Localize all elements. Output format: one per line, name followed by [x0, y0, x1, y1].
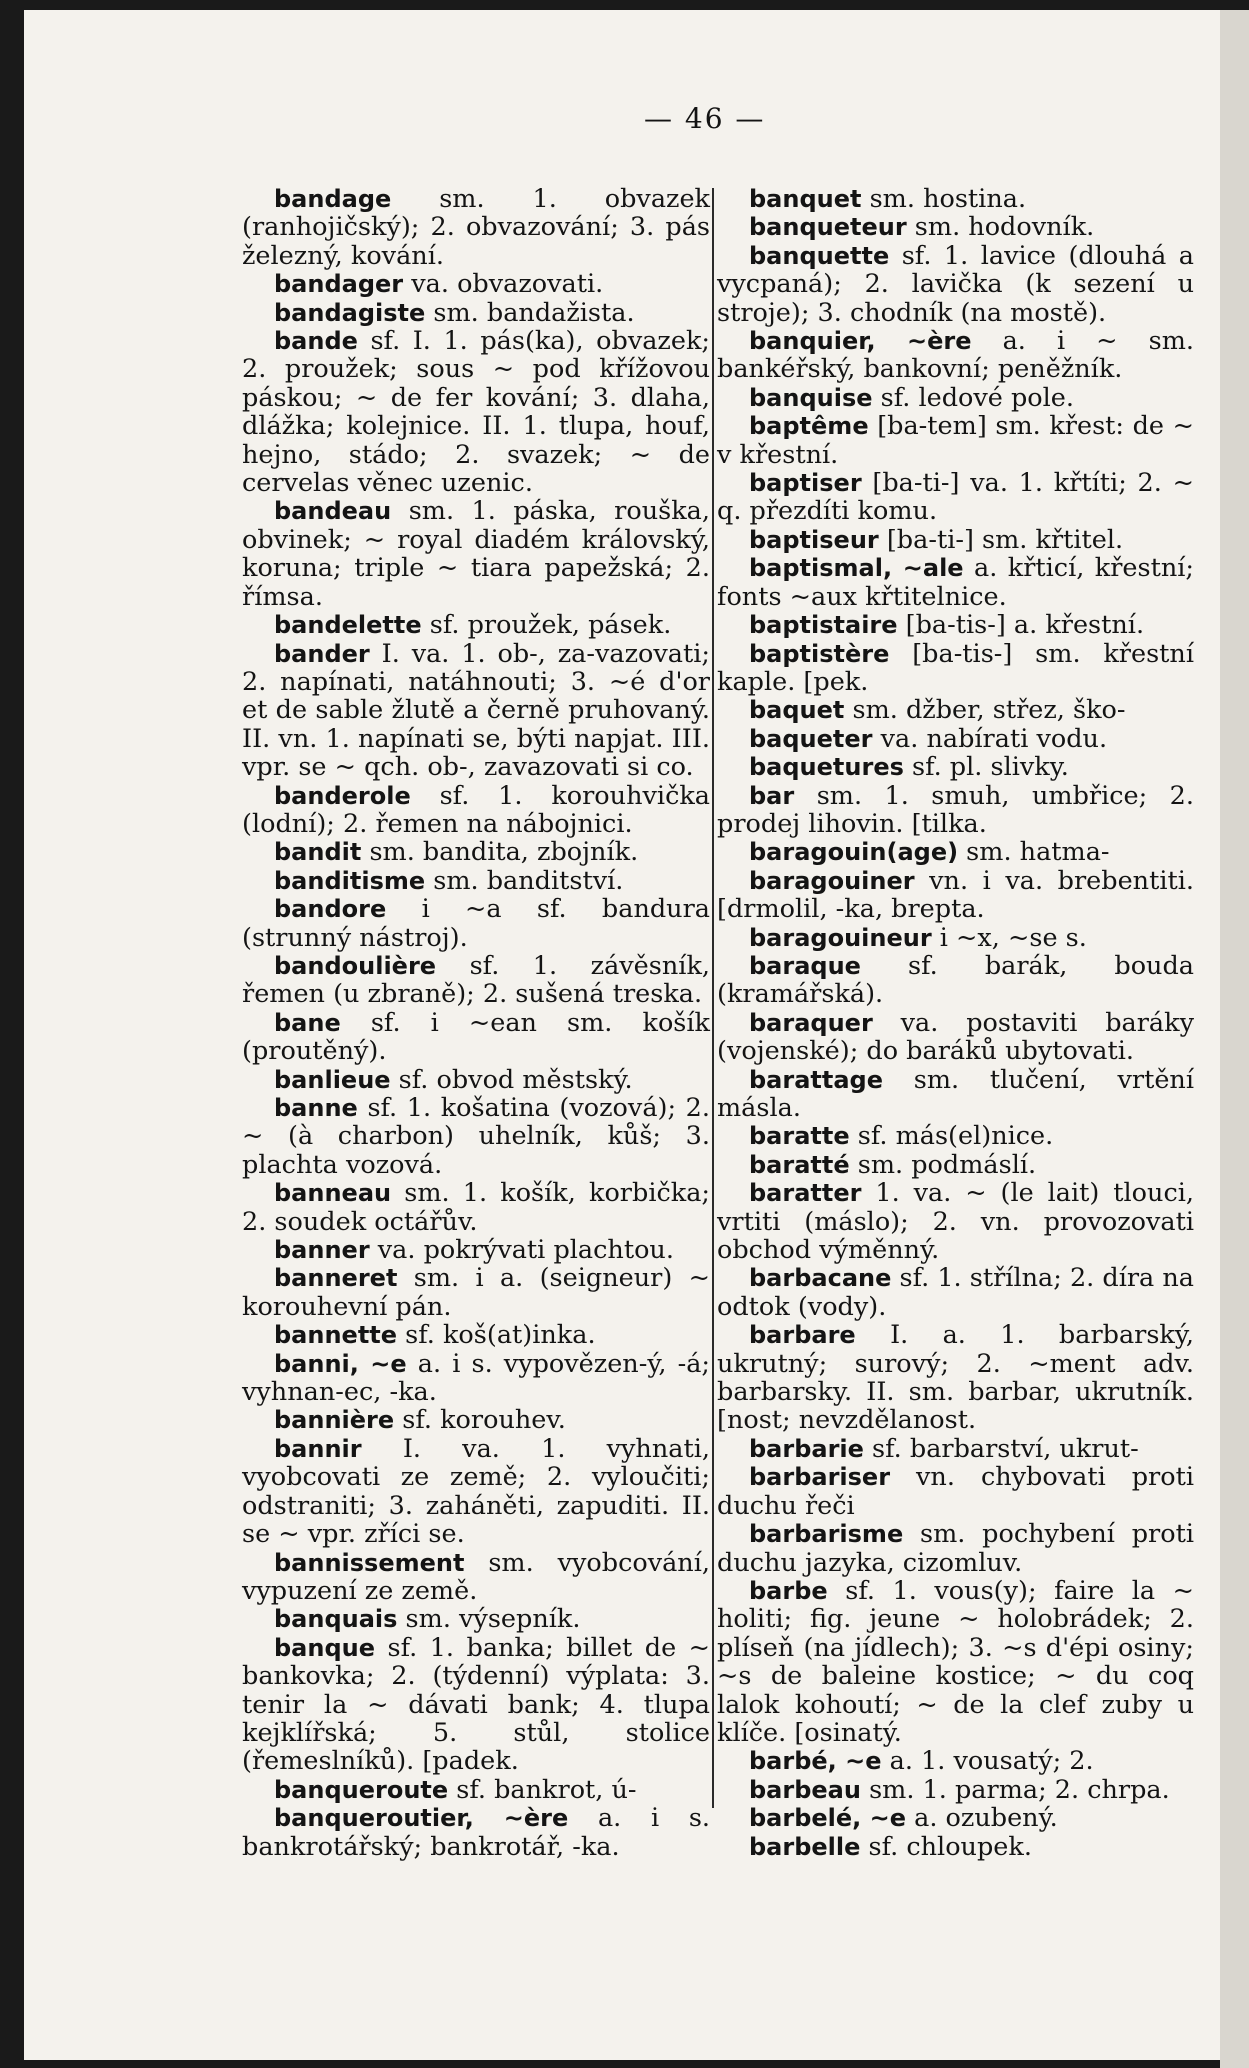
- dictionary-entry: [717, 1321, 1194, 1435]
- dictionary-entry: [242, 1634, 710, 1776]
- dictionary-entry: [242, 640, 710, 782]
- dictionary-entry: [717, 753, 1194, 781]
- headword: baratter: [749, 1179, 862, 1208]
- dictionary-entry: [717, 554, 1194, 611]
- headword: banneret: [274, 1264, 398, 1293]
- definition: va. nabírati vodu.: [880, 723, 1108, 754]
- headword: baptiser: [749, 469, 862, 498]
- headword: barbare: [749, 1321, 856, 1350]
- dictionary-entry: [717, 1151, 1194, 1179]
- definition: sf. koš(at)inka.: [405, 1320, 596, 1351]
- dictionary-entry: [717, 696, 1194, 724]
- definition: sm. tlučení, vrtění másla.: [717, 1064, 1195, 1123]
- dictionary-entry: [242, 867, 710, 895]
- definition: sf. 1. vous(y); faire la ~ holiti; fig. jeune ~ holobrádek; 2. plíseň (na jídlech); 3. ~s d'épi osiny; ~s de baleine kostice; ~ du coq lalok kohoutí; ~ de la clef zuby u klíče. [osinatý.: [717, 1575, 1195, 1748]
- definition: a. i ~ sm. bankéřský, bankovní; peněžník.: [717, 326, 1194, 385]
- definition: sm. 1. smuh, umbřice; 2. prodej lihovin. [tilka.: [717, 780, 1194, 839]
- dictionary-entry: [717, 1066, 1194, 1123]
- headword: banque: [274, 1633, 376, 1662]
- headword: banquette: [749, 241, 890, 270]
- dictionary-entry: [717, 1577, 1194, 1747]
- definition: sm. i a. (seigneur) ~ korouhevní pán.: [242, 1263, 710, 1322]
- dictionary-entry: [242, 1605, 710, 1633]
- dictionary-entry: [242, 1264, 710, 1321]
- dictionary-entry: [717, 1264, 1194, 1321]
- headword: banderole: [274, 781, 411, 810]
- headword: barbelé, ~e: [749, 1804, 907, 1833]
- headword: baptême: [749, 412, 869, 441]
- dictionary-entry: [717, 1122, 1194, 1150]
- definition: I. va. 1. vyhnati, vyobcovati ze země; 2. vyloučiti; odstraniti; 3. zaháněti, zapuditi. II. se ~ vpr. zříci se.: [242, 1433, 710, 1550]
- headword: banquise: [749, 383, 873, 412]
- dictionary-entry: [242, 1549, 710, 1606]
- definition: sf. 1. košatina (vozová); 2. ~ (à charbon) uhelník, kůš; 3. plachta vozová.: [242, 1093, 710, 1180]
- dictionary-entry: [717, 242, 1194, 327]
- dictionary-entry: [242, 782, 710, 839]
- definition: sf. 1. střílna; 2. díra na odtok (vody).: [717, 1263, 1194, 1322]
- definition: sm. džber, střez, ško-: [852, 695, 1126, 726]
- definition: [ba-tis-] sm. křestní kaple. [pek.: [717, 638, 1194, 697]
- definition: sf. 1. banka; billet de ~ bankovka; 2. (týdenní) výplata: 3. tenir la ~ dávati bank; 4. tlupa kejklířská; 5. stůl, stolice (řemeslníků). [padek.: [242, 1632, 711, 1777]
- headword: banne: [274, 1094, 358, 1122]
- dictionary-entry: [717, 640, 1194, 697]
- dictionary-entry: [717, 838, 1194, 866]
- dictionary-entry: [242, 1435, 710, 1549]
- definition: a. ozubený.: [914, 1803, 1058, 1834]
- dictionary-entry: [242, 270, 710, 298]
- dictionary-entry: [717, 1776, 1194, 1804]
- definition: sm. 1. obvazek (ranhojičský); 2. obvazování; 3. pás železný, kování.: [242, 184, 710, 271]
- dictionary-page: [24, 10, 1220, 2060]
- dictionary-entry: [242, 952, 710, 1009]
- headword: barbe: [749, 1576, 828, 1605]
- dictionary-entry: [717, 412, 1194, 469]
- definition: sm. pochybení proti duchu jazyka, cizomluv.: [717, 1519, 1195, 1578]
- definition: a. křticí, křestní; fonts ~aux křtitelnice.: [717, 553, 1195, 612]
- dictionary-entry: [242, 1321, 710, 1349]
- headword: bannette: [274, 1321, 398, 1350]
- definition: sf. 1. závěsník, řemen (u zbraně); 2. sušená treska.: [242, 950, 710, 1010]
- definition: va. obvazovati.: [411, 269, 604, 300]
- dictionary-entry: [717, 384, 1194, 412]
- headword: banner: [274, 1236, 370, 1265]
- dictionary-entry: [242, 895, 710, 952]
- definition: sm. hatma-: [966, 837, 1110, 868]
- headword: bane: [274, 1008, 341, 1037]
- headword: baqueter: [749, 724, 873, 753]
- definition: sm. banditství.: [433, 865, 624, 896]
- dictionary-entry: [717, 1179, 1194, 1264]
- headword: bannissement: [274, 1548, 465, 1577]
- dictionary-entry: [717, 1463, 1194, 1520]
- dictionary-entry: [242, 299, 710, 327]
- dictionary-entry: [717, 213, 1194, 241]
- definition: sm. hodovník.: [914, 212, 1095, 243]
- dictionary-entry: [242, 1179, 710, 1236]
- definition: sf. barák, bouda (kramářská).: [717, 950, 1194, 1010]
- definition: va. postaviti baráky (vojenské); do baráků ubytovati.: [717, 1007, 1194, 1067]
- dictionary-entry: [717, 1747, 1194, 1775]
- headword: barbé, ~e: [749, 1747, 882, 1776]
- definition: I. a. 1. barbarský, ukrutný; surový; 2. ~ment adv. barbarsky. II. sm. barbar, ukrutník. [nost; nevzdělanost.: [717, 1320, 1195, 1436]
- dictionary-entry: [717, 469, 1194, 526]
- definition: [ba-tis-] a. křestní.: [905, 610, 1145, 641]
- headword: bandore: [274, 895, 387, 924]
- definition: a. i s. bankrotářský; bankrotář, -ka.: [242, 1803, 711, 1862]
- headword: baragouineur: [749, 923, 932, 952]
- headword: bandage: [274, 185, 392, 213]
- headword: barbariser: [749, 1463, 891, 1492]
- dictionary-entry: [717, 952, 1194, 1009]
- dictionary-entry: [242, 327, 710, 497]
- headword: banquais: [274, 1605, 398, 1634]
- headword: bar: [749, 781, 795, 810]
- headword: banqueteur: [749, 213, 907, 242]
- headword: barbelle: [749, 1832, 861, 1861]
- definition: [ba-ti-] sm. křtitel.: [886, 524, 1124, 555]
- dictionary-entry: [717, 782, 1194, 839]
- definition: sf. chloupek.: [868, 1831, 1032, 1862]
- definition: [ba-ti-] va. 1. křtíti; 2. ~ q. přezdíti komu.: [717, 468, 1194, 527]
- dictionary-entry: [242, 185, 710, 270]
- definition: sf. bankrot, ú-: [456, 1774, 637, 1805]
- headword: baraquer: [749, 1008, 873, 1037]
- dictionary-entry: [242, 1406, 710, 1434]
- headword: baragouin(age): [749, 838, 959, 867]
- definition: sf. 1. korouhvička (lodní); 2. řemen na nábojnici.: [242, 780, 711, 839]
- definition: [ba-tem] sm. křest: de ~ v křestní.: [717, 411, 1194, 470]
- headword: bandager: [274, 270, 404, 299]
- dictionary-entry: [717, 924, 1194, 952]
- headword: bandelette: [274, 611, 422, 640]
- headword: banditisme: [274, 866, 426, 895]
- headword: banqueroute: [274, 1775, 449, 1804]
- definition: i ~x, ~se s.: [939, 922, 1087, 953]
- definition: sf. i ~ean sm. košík (proutěný).: [242, 1007, 710, 1067]
- definition: a. i s. vypovězen-ý, -á; vyhnan-ec, -ka.: [242, 1348, 710, 1408]
- definition: i ~a sf. bandura (strunný nástroj).: [242, 894, 710, 953]
- dictionary-entry: [242, 1236, 710, 1264]
- headword: baptistaire: [749, 611, 898, 640]
- headword: banneau: [274, 1179, 392, 1208]
- definition: sm. výsepník.: [405, 1604, 581, 1635]
- headword: bandoulière: [274, 951, 437, 980]
- dictionary-entry: [242, 1776, 710, 1804]
- headword: banlieue: [274, 1065, 391, 1094]
- dictionary-entry: [242, 611, 710, 639]
- headword: baquet: [749, 696, 845, 725]
- dictionary-entry: [717, 526, 1194, 554]
- headword: baragouiner: [749, 866, 915, 895]
- dictionary-entry: [717, 611, 1194, 639]
- headword: barattage: [749, 1065, 884, 1094]
- dictionary-entry: [717, 1833, 1194, 1861]
- definition: sm. hostina.: [869, 184, 1027, 214]
- definition: sm. 1. košík, korbička; 2. soudek octářův.: [242, 1178, 711, 1237]
- dictionary-entry: [242, 1066, 710, 1094]
- headword: barbarie: [749, 1434, 864, 1463]
- definition: sf. obvod městský.: [398, 1064, 633, 1095]
- definition: 1. va. ~ (le lait) tlouci, vrtiti (máslo); 2. vn. provozovati obchod výměnný.: [717, 1178, 1194, 1266]
- headword: bandit: [274, 838, 362, 867]
- definition: sf. pl. slivky.: [911, 752, 1069, 783]
- definition: sm. bandita, zbojník.: [369, 837, 639, 868]
- dictionary-entry: [242, 838, 710, 866]
- headword: baptismal, ~ale: [749, 554, 964, 583]
- definition: vn. chybovati proti duchu řeči: [717, 1462, 1194, 1521]
- headword: baptiseur: [749, 525, 879, 554]
- headword: baquetures: [749, 753, 904, 782]
- dictionary-entry: [717, 1009, 1194, 1066]
- column-divider: [712, 188, 714, 1808]
- headword: baratté: [749, 1150, 850, 1179]
- headword: bandagiste: [274, 298, 426, 327]
- definition: sf. korouhev.: [402, 1405, 566, 1436]
- dictionary-entry: [717, 1435, 1194, 1463]
- headword: banqueroutier, ~ère: [274, 1804, 569, 1833]
- dictionary-entry: [717, 327, 1194, 384]
- left-column: [242, 185, 710, 1861]
- definition: sm. podmáslí.: [857, 1149, 1037, 1180]
- definition: sf. ledové pole.: [880, 382, 1075, 413]
- headword: banquier, ~ère: [749, 327, 972, 356]
- definition: sf. proužek, pásek.: [429, 610, 672, 641]
- definition: I. va. 1. ob-, za-vazovati; 2. napínati, natáhnouti; 3. ~é d'or et de sable žlutě a černě pruhovaný. II. vn. 1. napínati se, býti napjat. III. vpr. se ~ qch. ob-, zavazovati si co.: [242, 638, 710, 783]
- dictionary-entry: [717, 1804, 1194, 1832]
- headword: baptistère: [749, 639, 890, 668]
- definition: sm. bandažista.: [433, 297, 635, 328]
- definition: vn. i va. brebentiti. [drmolil, -ka, brepta.: [717, 865, 1194, 925]
- headword: banquet: [749, 185, 862, 213]
- dictionary-entry: [717, 725, 1194, 753]
- headword: bannir: [274, 1434, 362, 1463]
- definition: a. 1. vousatý; 2.: [889, 1746, 1094, 1777]
- definition: sm. vyobcování, vypuzení ze země.: [242, 1547, 710, 1606]
- definition: sf. 1. lavice (dlouhá a vycpaná); 2. lavička (k sezení u stroje); 3. chodník (na mostě).: [717, 240, 1194, 328]
- dictionary-entry: [717, 867, 1194, 924]
- headword: bandeau: [274, 497, 392, 526]
- dictionary-entry: [242, 497, 710, 611]
- adjacent-page-edge: [1220, 10, 1249, 2068]
- dictionary-entry: [242, 1094, 710, 1179]
- dictionary-entry: [242, 1804, 710, 1861]
- definition: sf. I. 1. pás(ka), obvazek; 2. proužek; sous ~ pod křížovou páskou; ~ de fer kování; 3. dlaha, dlážka; kolejnice. II. 1. tlupa, houf, hejno, stádo; 2. svazek; ~ de cervelas věnec uzenic.: [242, 326, 710, 499]
- headword: bander: [274, 639, 370, 668]
- headword: barbeau: [749, 1775, 861, 1804]
- definition: sf. barbarství, ukrut-: [872, 1433, 1139, 1464]
- right-column: [717, 185, 1194, 1861]
- headword: baratte: [749, 1122, 850, 1151]
- page-number: — 46 —: [644, 102, 766, 135]
- definition: va. pokrývati plachtou.: [377, 1235, 674, 1266]
- dictionary-entry: [717, 1520, 1194, 1577]
- headword: bande: [274, 327, 358, 356]
- headword: banni, ~e: [274, 1349, 407, 1378]
- headword: barbarisme: [749, 1520, 904, 1549]
- headword: baraque: [749, 951, 861, 980]
- dictionary-entry: [242, 1350, 710, 1407]
- dictionary-entry: [717, 185, 1194, 213]
- definition: sm. 1. parma; 2. chrpa.: [869, 1774, 1170, 1805]
- headword: bannière: [274, 1406, 395, 1435]
- definition: sf. más(el)nice.: [857, 1121, 1054, 1152]
- headword: barbacane: [749, 1264, 892, 1293]
- definition: sm. 1. páska, rouška, obvinek; ~ royal diadém královský, koruna; triple ~ tiara papežská; 2. římsa.: [242, 496, 710, 612]
- dictionary-entry: [242, 1009, 710, 1066]
